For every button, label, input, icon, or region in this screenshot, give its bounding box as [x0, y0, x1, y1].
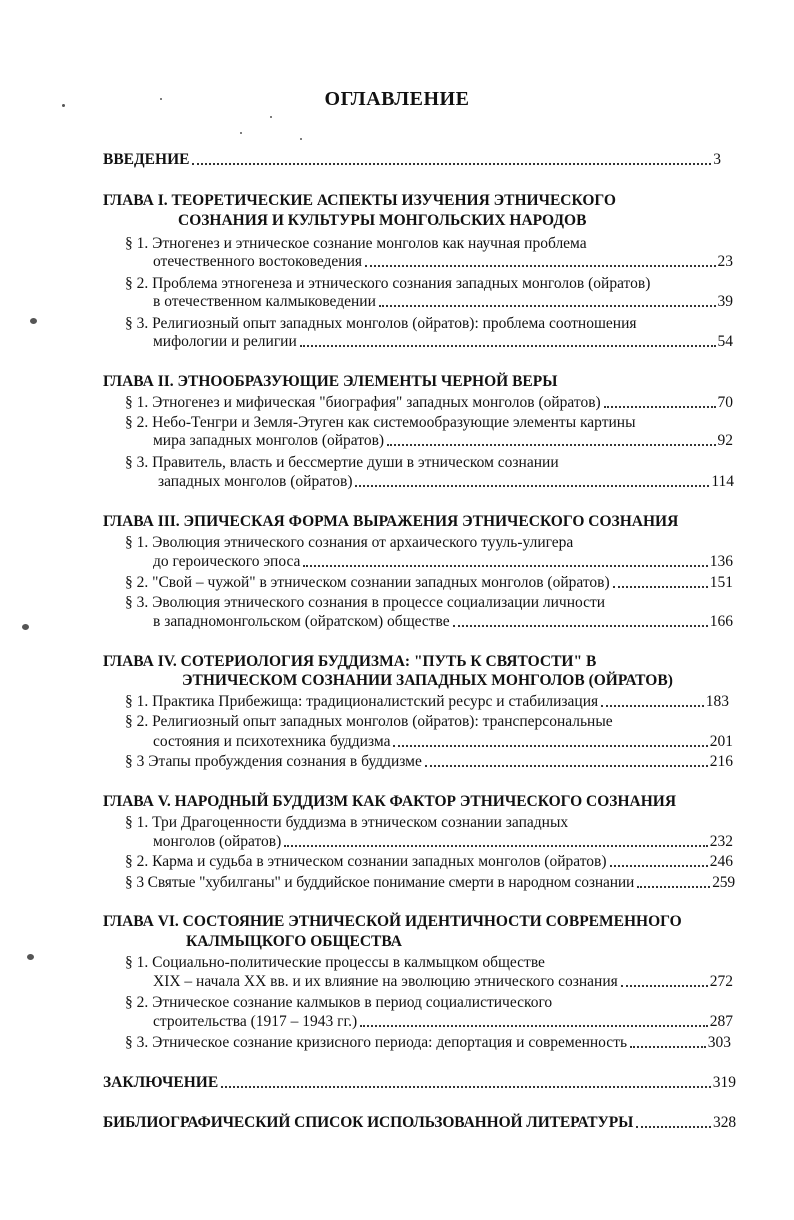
page-number: 216: [709, 753, 733, 770]
section-title-cont: XIX – начала XX вв. и их влияние на эволюцию этнического сознания: [153, 973, 618, 990]
toc-entry: [158, 473, 734, 491]
page-number: 23: [717, 253, 733, 270]
toc-entry: [153, 253, 733, 271]
page-number: 3: [713, 151, 721, 168]
dot-leader: [630, 1045, 706, 1048]
page-number: 272: [709, 973, 733, 990]
section-title: § 2. Этническое сознание калмыков в период социалистического: [125, 994, 553, 1011]
toc-entry: [153, 333, 733, 351]
section-title-cont: в отечественном калмыковедении: [153, 293, 376, 310]
scan-speck: [22, 624, 29, 630]
dot-leader: [601, 704, 704, 707]
section-title: § 1. Три Драгоценности буддизма в этническом сознании западных: [125, 814, 569, 831]
dot-leader: [453, 624, 708, 627]
toc-entry: [125, 574, 733, 592]
toc-entry: [125, 1034, 731, 1052]
chapter-heading: ГЛАВА III. ЭПИЧЕСКАЯ ФОРМА ВЫРАЖЕНИЯ ЭТНИЧЕСКОГО СОЗНАНИЯ: [103, 513, 679, 530]
page-title: ОГЛАВЛЕНИЕ: [324, 88, 470, 110]
section-title: § 1. Социально-политические процессы в калмыцком обществе: [125, 954, 545, 971]
toc-entry: [125, 874, 735, 892]
section-title: § 1. Этногенез и этническое сознание монголов как научная проблема: [125, 235, 587, 252]
section-title: § 1. Этногенез и мифическая "биография" западных монголов (ойратов): [125, 394, 601, 411]
scan-speck: [300, 138, 302, 140]
section-title: § 3. Религиозный опыт западных монголов (ойратов): проблема соотношения: [125, 315, 637, 332]
dot-leader: [604, 405, 716, 408]
toc-entry: [125, 394, 733, 412]
section-title: § 2. Небо-Тенгри и Земля-Этуген как системообразующие элементы картины: [125, 414, 636, 431]
section-title-cont: мира западных монголов (ойратов): [153, 432, 385, 449]
page-number: 54: [717, 333, 733, 350]
toc-entry: [153, 973, 733, 991]
section-title-cont: мифологии и религии: [153, 333, 297, 350]
section-title: § 3. Этническое сознание кризисного периода: депортация и современность: [125, 1034, 628, 1051]
section-title-cont: отечественного востоковедения: [153, 253, 363, 270]
section-title-cont: западных монголов (ойратов): [158, 473, 353, 490]
scan-speck: [27, 954, 34, 960]
page-number: 151: [709, 574, 733, 591]
intro-label: ВВЕДЕНИЕ: [103, 151, 190, 168]
toc-entry: [153, 613, 733, 631]
dot-leader: [379, 304, 716, 307]
dot-leader: [221, 1085, 711, 1088]
chapter-heading: ГЛАВА V. НАРОДНЫЙ БУДДИЗМ КАК ФАКТОР ЭТНИЧЕСКОГО СОЗНАНИЯ: [103, 793, 677, 810]
section-title-cont: монголов (ойратов): [153, 833, 282, 850]
conclusion-label: ЗАКЛЮЧЕНИЕ: [103, 1074, 219, 1091]
section-title-cont: до героического эпоса: [153, 553, 301, 570]
toc-entry: [125, 693, 729, 711]
scan-speck: [240, 132, 242, 134]
dot-leader: [365, 264, 715, 267]
section-title-cont: состояния и психотехника буддизма: [153, 733, 391, 750]
page-number: 136: [709, 553, 733, 570]
chapter-heading: КАЛМЫЦКОГО ОБЩЕСТВА: [186, 933, 402, 950]
toc-entry: [153, 833, 733, 851]
dot-leader: [393, 744, 707, 747]
chapter-heading: ГЛАВА II. ЭТНООБРАЗУЮЩИЕ ЭЛЕМЕНТЫ ЧЕРНОЙ ВЕРЫ: [103, 373, 558, 390]
scan-speck: [30, 318, 37, 324]
section-title: § 2. Религиозный опыт западных монголов (ойратов): трансперсональные: [125, 713, 613, 730]
page-number: 232: [709, 833, 733, 850]
section-title: § 1. Эволюция этнического сознания от архаического тууль-улигера: [125, 534, 574, 551]
scan-speck: [62, 104, 65, 107]
bibliography-label: БИБЛИОГРАФИЧЕСКИЙ СПИСОК ИСПОЛЬЗОВАННОЙ ЛИТЕРАТУРЫ: [103, 1114, 634, 1131]
section-title: § 3 Этапы пробуждения сознания в буддизме: [125, 753, 422, 770]
page-number: 201: [709, 733, 733, 750]
dot-leader: [425, 764, 708, 767]
page-number: 303: [707, 1034, 731, 1051]
toc-entry-bibliography: [103, 1114, 736, 1132]
chapter-heading: ЭТНИЧЕСКОМ СОЗНАНИИ ЗАПАДНЫХ МОНГОЛОВ (ОЙРАТОВ): [182, 672, 673, 689]
page-number: 246: [709, 853, 733, 870]
toc-entry-conclusion: [103, 1074, 736, 1092]
section-title: § 1. Практика Прибежища: традиционалистский ресурс и стабилизация: [125, 693, 599, 710]
page-number: 287: [709, 1013, 733, 1030]
toc-entry: [125, 753, 733, 771]
page-number: 328: [713, 1114, 736, 1131]
page-number: 70: [717, 394, 733, 411]
dot-leader: [355, 484, 709, 487]
page-number: 183: [705, 693, 729, 710]
dot-leader: [621, 984, 708, 987]
dot-leader: [613, 585, 708, 588]
dot-leader: [192, 162, 711, 165]
section-title: § 2. Проблема этногенеза и этнического сознания западных монголов (ойратов): [125, 275, 651, 292]
toc-entry: [153, 293, 733, 311]
page-number: 92: [717, 432, 733, 449]
page-number: 319: [712, 1074, 736, 1091]
chapter-heading: ГЛАВА IV. СОТЕРИОЛОГИЯ БУДДИЗМА: "ПУТЬ К СВЯТОСТИ" В: [103, 653, 597, 670]
section-title: § 3 Святые "хубилганы" и буддийское понимание смерти в народном сознании: [125, 874, 635, 891]
dot-leader: [387, 443, 715, 446]
scan-speck: [270, 116, 272, 118]
toc-entry: [125, 853, 733, 871]
toc-entry: [153, 432, 733, 450]
scan-speck: [160, 98, 162, 100]
chapter-heading: ГЛАВА VI. СОСТОЯНИЕ ЭТНИЧЕСКОЙ ИДЕНТИЧНОСТИ СОВРЕМЕННОГО: [103, 913, 682, 930]
toc-entry-intro: [103, 151, 721, 169]
section-title: § 3. Правитель, власть и бессмертие души в этническом сознании: [125, 454, 559, 471]
section-title: § 2. "Свой – чужой" в этническом сознании западных монголов (ойратов): [125, 574, 610, 591]
dot-leader: [610, 864, 708, 867]
dot-leader: [300, 344, 716, 347]
page-number: 259: [712, 874, 735, 891]
toc-entry: [153, 553, 733, 571]
section-title: § 3. Эволюция этнического сознания в процессе социализации личности: [125, 594, 606, 611]
dot-leader: [360, 1024, 708, 1027]
page-number: 39: [717, 293, 733, 310]
chapter-heading: СОЗНАНИЯ И КУЛЬТУРЫ МОНГОЛЬСКИХ НАРОДОВ: [178, 212, 587, 229]
page-number: 114: [711, 473, 734, 490]
dot-leader: [303, 564, 707, 567]
section-title: § 2. Карма и судьба в этническом сознании западных монголов (ойратов): [125, 853, 607, 870]
section-title-cont: в западномонгольском (ойратском) обществе: [153, 613, 450, 630]
dot-leader: [637, 885, 710, 888]
page-number: 166: [709, 613, 733, 630]
toc-entry: [153, 733, 733, 751]
dot-leader: [284, 844, 707, 847]
section-title-cont: строительства (1917 – 1943 гг.): [153, 1013, 358, 1030]
chapter-heading: ГЛАВА I. ТЕОРЕТИЧЕСКИЕ АСПЕКТЫ ИЗУЧЕНИЯ ЭТНИЧЕСКОГО: [103, 192, 616, 209]
dot-leader: [636, 1125, 711, 1128]
toc-entry: [153, 1013, 733, 1031]
